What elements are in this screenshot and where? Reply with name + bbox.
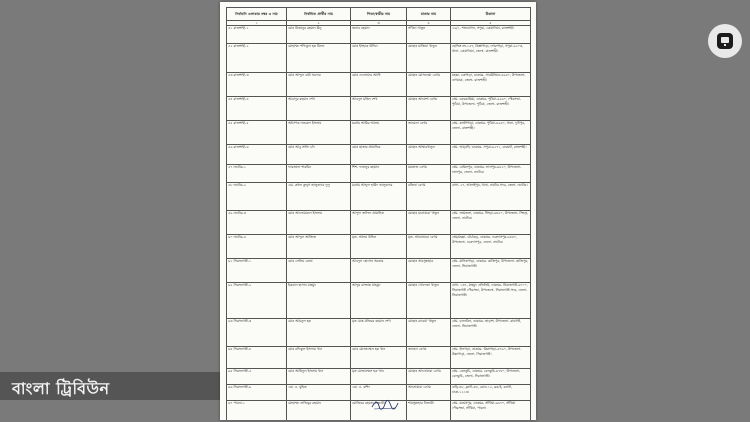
header-seat: নির্বাচনি এলাকার নম্বর ও নাম — [227, 8, 287, 21]
signature-icon — [370, 398, 400, 412]
seat-cell: ৫৯ নাটোর-৩ — [227, 211, 287, 235]
address-cell: বাসা- ১৩৭, মাহমুদ এভিনিউ, ডাকঘর- সিরাজগঞ্জ-৬৭০০, সিরাজগঞ্জ পৌরসভা, উপজেলা- সিরাজগঞ্জ সদর, জেলা- সিরাজগঞ্জ। — [451, 283, 531, 319]
seat-cell: ৫১ রাজশাহী-১ — [227, 26, 287, 44]
tablet-logo-icon — [708, 24, 742, 58]
header-candidate: নির্বাচিত প্রার্থীর নাম — [287, 8, 351, 21]
father-cell: শিশ- ফজলুর রহমান — [351, 165, 407, 183]
mother-cell: মোছাঃ আনোয়ারা বেগম — [407, 369, 451, 385]
table-row — [227, 347, 531, 369]
mother-cell: মোছাঃ মোসলেমা বেগম — [407, 73, 451, 97]
address-cell: গ্রাম- মনমথপুর, ডাকঘর- সাঁথিয়া-৬৬৭০, সাঁথিয়া পৌরসভা, সাঁথিয়া, পাবনা। — [451, 401, 531, 421]
table-row — [227, 369, 531, 385]
candidate-cell: মোঃ আনোয়ারুল ইসলাম — [287, 211, 351, 235]
candidate-cell: অধ্যাপক নজরুল ইসলাম — [287, 121, 351, 145]
header-address: ঠিকানা — [451, 8, 531, 21]
father-cell: মৃত মোজাম্মেল হক খান — [351, 369, 407, 385]
candidate-cell: মোঃ আব্দুল বারী সরদার — [287, 73, 351, 97]
header-mother: মাতার নাম — [407, 8, 451, 21]
address-cell: গ্রাম- জামতলা, ডাকঘর- সিংড়া-৬৪৫০, উপজেলা- সিংড়া, জেলা- নাটোর। — [451, 211, 531, 235]
seat-cell: ৫২ রাজশাহী-২ — [227, 44, 287, 73]
seat-cell: ৬৬ সিরাজগঞ্জ-৬ — [227, 385, 287, 401]
seat-cell: ৫৪ রাজশাহী-৪ — [227, 97, 287, 121]
table-row — [227, 211, 531, 235]
mother-cell: মোছাঃ মনোয়ারা খাতুন — [407, 211, 451, 235]
column-number: ১ — [227, 21, 287, 26]
mother-cell: রজিনা বেগম — [407, 183, 451, 211]
candidate-cell: ফারজানা শারমিন — [287, 165, 351, 183]
candidate-cell: মোঃ আবু সাঈদ চাঁদ — [287, 145, 351, 165]
address-cell: গ্রাম- বেরিলপুর, ডাকঘর- লালপুর-৬৪২০, উপজেলা- লালপুর, জেলা- নাটোর। — [451, 165, 531, 183]
mother-cell: জাহেদা বেগম — [407, 347, 451, 369]
candidate-cell: মোঃ আব্দুল আজিজ — [287, 235, 351, 259]
seat-cell: ৫৩ রাজশাহী-৩ — [227, 73, 287, 97]
seat-cell: ৫৭ নাটোর-১ — [227, 165, 287, 183]
mother-cell: আনোয়ারা বেগম — [407, 385, 451, 401]
address-cell: ২২/১, শালবাগান, সপুরা, বোয়ালিয়া, রাজশাহী। — [451, 26, 531, 44]
address-cell: গ্রাম- মানিকপাড়া, ডাকঘর- কাজিপুর, উপজেলা- কাজিপুর, জেলা- সিরাজগঞ্জ। — [451, 259, 531, 283]
mother-cell: মৃত- আনোয়ারা বেগম — [407, 235, 451, 259]
address-cell: গ্রাম- আড়ানী, ডাকঘর- সপুরা-৬২৭১, চারঘাট, রাজশাহী। — [451, 145, 531, 165]
mother-cell: মোছাঃ মাজিয়া খাতুন — [407, 44, 451, 73]
mother-cell: সখিনা খাতুন — [407, 26, 451, 44]
mother-cell: মমতাজ বেগম — [407, 165, 451, 183]
address-cell: গ্রাম- চকচকারিয়া, ডাকঘর- পুঠিয়া-৬২৬০, পৌরসভা- পুঠিয়া, উপজেলা- পুঠিয়া, জেলা- রাজশাহী। — [451, 97, 531, 121]
father-cell: মোঃ মোজাম্মেল হক খান — [351, 347, 407, 369]
column-number: ২ — [287, 21, 351, 26]
candidate-cell: মোঃ সেলিম রেজা — [287, 259, 351, 283]
election-results-table — [226, 7, 531, 420]
seat-cell: ৫৬ রাজশাহী-৬ — [227, 145, 287, 165]
mother-cell: মোছাঃ আয়েশা বেগম — [407, 97, 451, 121]
seat-cell: ৬২ সিরাজগঞ্জ-২ — [227, 283, 287, 319]
address-cell: বাসা- ২৭, আলাইপুর, থানা- নাটোর সদর, জেলা- নাটোর। — [451, 183, 531, 211]
candidate-cell: মোঃ রফিকুল ইসলাম খান — [287, 347, 351, 369]
seat-cell: ৬৫ সিরাজগঞ্জ-৫ — [227, 369, 287, 385]
table-row — [227, 165, 531, 183]
table-row — [227, 97, 531, 121]
father-cell: আবদুল হোসেন সরকার — [351, 259, 407, 283]
table-row — [227, 319, 531, 347]
document-page — [220, 2, 536, 420]
table-row — [227, 259, 531, 283]
table-header-row — [227, 8, 531, 21]
father-cell: এম. এ. রশিদ — [351, 385, 407, 401]
candidate-cell: এম. রুহুল কুদ্দুস তালুকদার দুলু — [287, 183, 351, 211]
father-cell: মৃত মোঃ মজিবর রহমান শেখ — [351, 319, 407, 347]
father-cell: মোঃ দেলোয়ার আলী — [351, 73, 407, 97]
table-row — [227, 26, 531, 44]
father-cell: মৃত- আলম উদ্দিন — [351, 235, 407, 259]
candidate-cell: মোঃ আয়নুল হক — [287, 319, 351, 347]
column-number: ৩ — [351, 21, 407, 26]
header-father: পিতা/স্বামীর নাম — [351, 8, 407, 21]
column-number: ৫ — [451, 21, 531, 26]
mother-cell: শামসুন্নাহার নিজামী — [407, 401, 451, 421]
candidate-cell: মোহাম্মদ শফিকুল হক মিলন — [287, 44, 351, 73]
address-cell: গ্রাম- কাজীপাড়া, ডাকঘর- পুঠিয়া-৬২৬০, থানা- দুর্গাপুর, জেলা- রাজশাহী। — [451, 121, 531, 145]
candidate-cell: এম. এ. মুহিত — [287, 385, 351, 401]
seat-cell: ৬১ সিরাজগঞ্জ-১ — [227, 259, 287, 283]
table-row — [227, 44, 531, 73]
address-cell: গ্রাম- ধানগড়া, ডাকঘর- উল্লাপাড়া-৬৭৬০, উপজেলা- উল্লাপাড়া, জেলা- সিরাজগঞ্জ। — [451, 347, 531, 369]
father-cell: মোঃ ইসহাক উদ্দিন — [351, 44, 407, 73]
mother-cell: মোছাঃ খোদেজা খাতুন — [407, 283, 451, 319]
table-row — [227, 235, 531, 259]
table-row — [227, 121, 531, 145]
address-cell: হোল্ডিং নং-১৫৭, কিস্তাপাড়া, নগরপাড়া, সপুরা-৬২০৩, থানা- বোয়ালিয়া, জেলা- রাজশাহী। — [451, 44, 531, 73]
mother-cell: মোছাঃ রাবেয়া খাতুন — [407, 319, 451, 347]
father-cell: মরহুম আব্দুল হামিদ তালুকদার — [351, 183, 407, 211]
address-cell: মহল্লা- চকপাড়া, ডাকঘর- সাবউনিয়ন-৬২৬০, উপজেলা- বাগমারা, জেলা- রাজশাহী। — [451, 73, 531, 97]
father-cell: মোঃ ছাত্তার প্রামানিক — [351, 145, 407, 165]
father-cell: মোজিবর রহমান নিজামী — [351, 401, 407, 421]
candidate-cell: আবাদুর রহমান শেখ — [287, 97, 351, 121]
seat-cell: ৬৪ সিরাজগঞ্জ-৪ — [227, 347, 287, 369]
candidate-cell: মোঃ মিজানুর রহমান মিনু — [287, 26, 351, 44]
father-cell: আবদুল মতিন শেখ — [351, 97, 407, 121]
table-body — [227, 26, 531, 421]
mother-cell: জামেলা বেগম — [407, 121, 451, 145]
mother-cell: মোছাঃ সামসুন্নাহার — [407, 259, 451, 283]
table-row — [227, 183, 531, 211]
seat-cell: ৬৭ পাবনা-১ — [227, 401, 287, 421]
seat-cell: ৫৫ রাজশাহী-৫ — [227, 121, 287, 145]
father-cell: মরহুম আমির আলম — [351, 121, 407, 145]
address-cell: বাড়ি-৪৮, ফ্ল্যাট-৩এ, রোড-১২, ব্লক-ই, বনানী, ঢাকা-১২১৩। — [451, 385, 531, 401]
address-cell: গ্রাম/মহল্লা- চাঁচকৈড়, ডাকঘর- গুরুদাসপুর-৬৪৪০, উপজেলা- গুরুদাসপুর, জেলা- নাটোর। — [451, 235, 531, 259]
table-row — [227, 145, 531, 165]
father-cell: জনাব রহমান — [351, 26, 407, 44]
seat-cell: ৫৮ নাটোর-২ — [227, 183, 287, 211]
watermark-logo: বাংলা ট্রিবিউন — [12, 379, 110, 398]
address-cell: গ্রাম- বেলকুচি, ডাকঘর- বেলকুচি-৬৭৪০, উপজেলা- বেলকুচি, জেলা- সিরাজগঞ্জ। — [451, 369, 531, 385]
mother-cell: মোছাঃ আম্বারখাতুন — [407, 145, 451, 165]
seat-cell: ৬০ নাটোর-৪ — [227, 235, 287, 259]
candidate-cell: ইকবাল হাসান মাহমুদ — [287, 283, 351, 319]
candidate-cell: মোহাম্মদ নাজিবুর রহমান — [287, 401, 351, 421]
candidate-cell: মোঃ আমিনুল ইসলাম খান — [287, 369, 351, 385]
father-cell: আব্দুল জলিল প্রামানিক — [351, 211, 407, 235]
column-number: ৪ — [407, 21, 451, 26]
father-cell: আব্দুর রাজ্জাক মাহমুদ — [351, 283, 407, 319]
table-row — [227, 283, 531, 319]
seat-cell: ৬৩ সিরাজগঞ্জ-৩ — [227, 319, 287, 347]
address-cell: গ্রাম- চলনবিল, ডাকঘর- তাড়াশ, উপজেলা- রায়গঞ্জ, জেলা- সিরাজগঞ্জ। — [451, 319, 531, 347]
table-row — [227, 73, 531, 97]
